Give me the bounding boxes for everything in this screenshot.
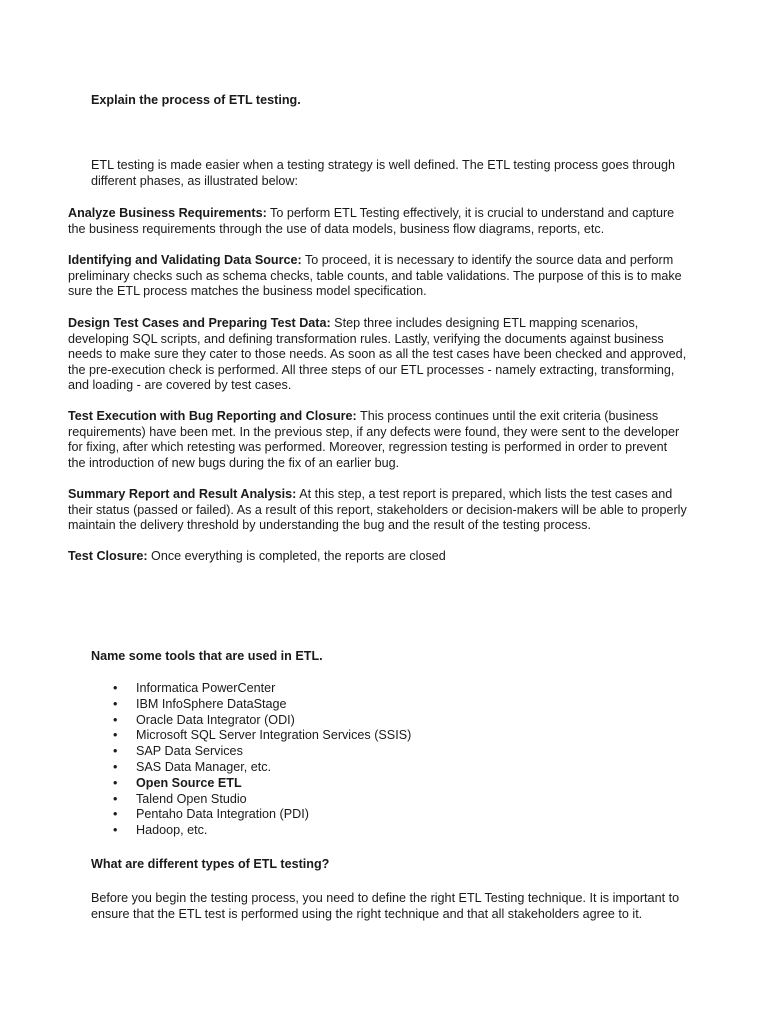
step-heading: Analyze Business Requirements: <box>68 206 267 220</box>
etl-tools-list <box>91 681 411 839</box>
bullet-icon: • <box>113 823 118 838</box>
list-item: • Oracle Data Integrator (ODI) <box>113 712 295 727</box>
list-item: • Microsoft SQL Server Integration Services (SSIS) <box>113 728 412 743</box>
bullet-icon: • <box>113 712 118 727</box>
step-heading: Summary Report and Result Analysis: <box>68 487 297 501</box>
step-text: At this step, a test report is prepared, which lists the test cases and their status (passed or failed). As a result of this report, stakeholders or decision-makers will be able to properly maintain the delivery threshold by understanding the bug and the result of the testing process. <box>68 487 687 532</box>
bullet-icon: • <box>113 759 118 774</box>
bullet-icon: • <box>113 791 118 806</box>
bullet-icon: • <box>113 681 118 695</box>
etl-testing-types-intro: Before you begin the testing process, you need to define the right ETL Testing technique. It is important to ensure that the ETL test is performed using the right technique and that all stakeholders agree to it. <box>91 891 680 921</box>
etl-process-intro: ETL testing is made easier when a testing strategy is well defined. The ETL testing process goes through different phases, as illustrated below: <box>91 158 676 188</box>
list-item: • Open Source ETL <box>113 775 242 790</box>
question-heading-etl-process: Explain the process of ETL testing. <box>91 93 301 107</box>
question-heading-etl-testing-types: What are different types of ETL testing? <box>91 857 330 871</box>
list-item: • SAS Data Manager, etc. <box>113 759 272 774</box>
step-design-test-cases <box>68 316 688 394</box>
step-heading: Test Execution with Bug Reporting and Closure: <box>68 409 357 423</box>
list-item: • IBM InfoSphere DataStage <box>113 696 287 711</box>
bullet-icon: • <box>113 696 118 711</box>
step-identify-validate-data-source <box>68 253 688 300</box>
step-text: To proceed, it is necessary to identify the source data and perform preliminary checks such as schema checks, table counts, and table validations. The purpose of this is to make sure the ETL process matches the business model specification. <box>68 253 682 298</box>
step-text: Once everything is completed, the reports are closed <box>147 549 446 563</box>
step-test-execution <box>68 409 688 471</box>
step-heading: Identifying and Validating Data Source: <box>68 253 302 267</box>
list-item: • Talend Open Studio <box>113 791 247 806</box>
step-test-closure <box>68 549 688 565</box>
bullet-icon: • <box>113 807 118 822</box>
list-item: • Hadoop, etc. <box>113 823 208 838</box>
bullet-icon: • <box>113 728 118 743</box>
step-summary-report <box>68 487 688 534</box>
list-item: • SAP Data Services <box>113 744 243 759</box>
step-heading: Design Test Cases and Preparing Test Data: <box>68 316 331 330</box>
step-heading: Test Closure: <box>68 549 148 563</box>
step-text: To perform ETL Testing effectively, it is crucial to understand and capture the business requirements through the use of data models, business flow diagrams, reports, etc. <box>68 206 675 236</box>
step-text: Step three includes designing ETL mapping scenarios, developing SQL scripts, and defining transformation rules. Lastly, verifying the documents against business needs to make sure they cater to those needs. As soon as all the test cases have been checked and approved, the pre-execution check is performed. All three steps of our ETL processes - namely extracting, transforming, and loading - are covered by test cases. <box>68 316 687 392</box>
step-text: This process continues until the exit criteria (business requirements) have been met. In the previous step, if any defects were found, they were sent to the developer for fixing, after which retesting was performed. Moreover, regression testing is performed in order to prevent the introduction of new bugs during the fix of an earlier bug. <box>68 409 680 470</box>
list-item: • Pentaho Data Integration (PDI) <box>113 807 309 822</box>
list-item: • Informatica PowerCenter <box>113 681 276 695</box>
step-analyze-business-requirements <box>68 206 688 237</box>
bullet-icon: • <box>113 744 118 759</box>
bullet-icon: • <box>113 775 118 790</box>
question-heading-etl-tools: Name some tools that are used in ETL. <box>91 649 323 663</box>
